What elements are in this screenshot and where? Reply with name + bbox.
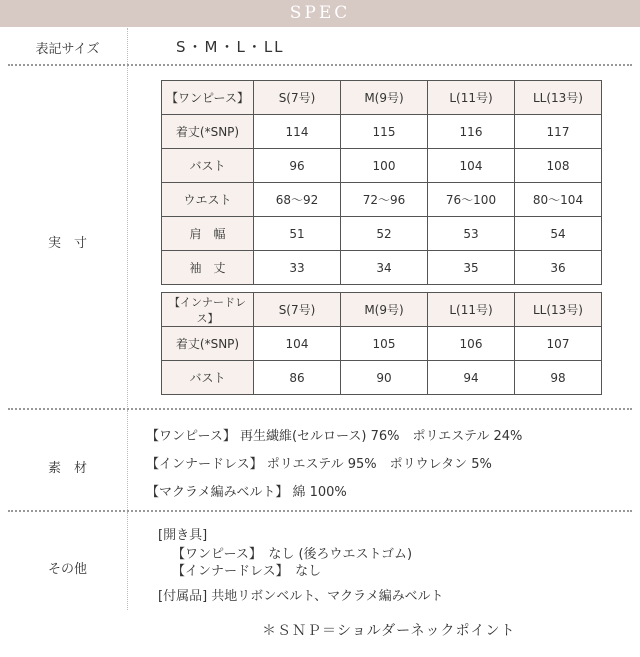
row-label: 着丈(*SNP)	[162, 327, 254, 361]
accessory-line: [付属品] 共地リボンベルト、マクラメ編みベルト	[158, 589, 444, 604]
table-cell: 100	[341, 149, 428, 183]
row-label: 着丈(*SNP)	[162, 115, 254, 149]
table-header-cell: 【インナードレス】	[162, 293, 254, 327]
table-header-cell: LL(13号)	[515, 81, 602, 115]
table-cell: 105	[341, 327, 428, 361]
table-cell: 35	[428, 251, 515, 285]
table-header-cell: S(7号)	[254, 293, 341, 327]
table-header-cell: L(11号)	[428, 293, 515, 327]
snp-footnote: ＊ＳＮＰ＝ショルダーネックポイント	[262, 623, 516, 639]
table-cell: 72～96	[341, 183, 428, 217]
row-label: 肩 幅	[162, 217, 254, 251]
table-cell: 90	[341, 361, 428, 395]
table-row	[162, 327, 602, 361]
table-cell: 107	[515, 327, 602, 361]
material-line: 【インナードレス】 ポリエステル 95% ポリウレタン 5%	[146, 457, 492, 472]
table-cell: 68～92	[254, 183, 341, 217]
table-cell: 52	[341, 217, 428, 251]
measure-label: 実 寸	[47, 236, 87, 251]
table-cell: 34	[341, 251, 428, 285]
closure-title: [開き具]	[158, 528, 208, 543]
table-cell: 114	[254, 115, 341, 149]
table-cell: 116	[428, 115, 515, 149]
table-row	[162, 217, 602, 251]
inner-dress-measure-table	[161, 292, 602, 395]
table-cell: 104	[428, 149, 515, 183]
table-row	[162, 115, 602, 149]
material-line: 【マクラメ編みベルト】 綿 100%	[146, 485, 347, 500]
other-label: その他	[47, 562, 87, 577]
table-row	[162, 361, 602, 395]
table-cell: 108	[515, 149, 602, 183]
table-header-cell: S(7号)	[254, 81, 341, 115]
column-divider	[127, 512, 128, 610]
closure-line: 【ワンピース】 なし (後ろウエストゴム)	[172, 547, 413, 562]
table-header-row	[162, 293, 602, 327]
table-header-cell: L(11号)	[428, 81, 515, 115]
closure-line: 【インナードレス】 なし	[172, 564, 322, 579]
table-header-cell: 【ワンピース】	[162, 81, 254, 115]
divider	[8, 510, 632, 512]
table-row	[162, 251, 602, 285]
row-label: バスト	[162, 149, 254, 183]
row-label: ウエスト	[162, 183, 254, 217]
table-cell: 80～104	[515, 183, 602, 217]
table-cell: 98	[515, 361, 602, 395]
table-cell: 117	[515, 115, 602, 149]
table-cell: 33	[254, 251, 341, 285]
table-cell: 94	[428, 361, 515, 395]
table-cell: 96	[254, 149, 341, 183]
sizes-value: S・M・L・LL	[176, 38, 285, 56]
table-header-cell: M(9号)	[341, 81, 428, 115]
table-cell: 104	[254, 327, 341, 361]
table-row	[162, 149, 602, 183]
table-row	[162, 183, 602, 217]
sizes-label: 表記サイズ	[35, 42, 100, 57]
table-cell: 36	[515, 251, 602, 285]
column-divider	[127, 28, 128, 64]
table-cell: 106	[428, 327, 515, 361]
table-cell: 76～100	[428, 183, 515, 217]
table-cell: 54	[515, 217, 602, 251]
table-header-cell: M(9号)	[341, 293, 428, 327]
material-label: 素 材	[47, 461, 87, 476]
material-line: 【ワンピース】 再生繊維(セルロース) 76% ポリエステル 24%	[146, 429, 523, 444]
column-divider	[127, 66, 128, 407]
spec-header: SPEC	[0, 0, 640, 27]
column-divider	[127, 410, 128, 510]
table-cell: 51	[254, 217, 341, 251]
table-cell: 53	[428, 217, 515, 251]
table-header-row	[162, 81, 602, 115]
table-cell: 115	[341, 115, 428, 149]
divider	[8, 64, 632, 66]
divider	[8, 408, 632, 410]
row-label: バスト	[162, 361, 254, 395]
row-label: 袖 丈	[162, 251, 254, 285]
table-cell: 86	[254, 361, 341, 395]
dress-measure-table	[161, 80, 602, 285]
table-header-cell: LL(13号)	[515, 293, 602, 327]
